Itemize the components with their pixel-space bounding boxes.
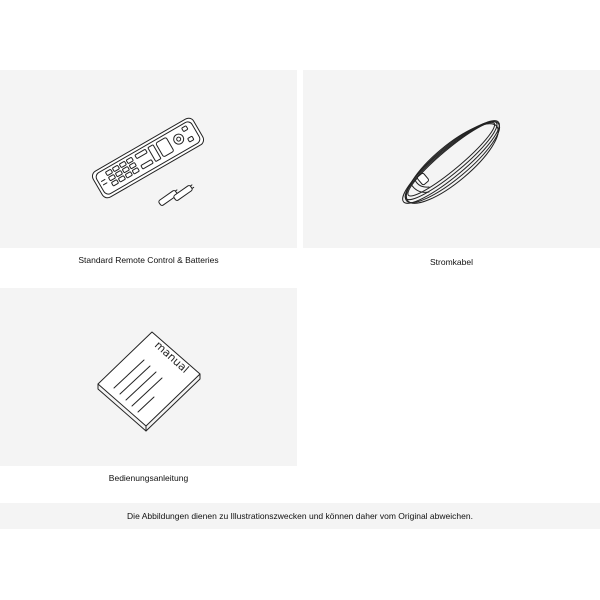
manual-caption: Bedienungsanleitung [108, 473, 189, 483]
disclaimer-text: Die Abbildungen dienen zu Illustrationszwecken und können daher vom Original abweichen. [0, 503, 600, 529]
power-cable-caption: Stromkabel [430, 257, 473, 267]
remote-control-caption: Standard Remote Control & Batteries [78, 255, 219, 265]
manual-booklet-icon [0, 288, 297, 466]
remote-control-card [0, 70, 297, 248]
remote-control-icon [0, 70, 297, 248]
manual-card [0, 288, 297, 466]
manual-graphic-text: manual [151, 338, 192, 376]
power-cable-card [303, 70, 600, 248]
power-cable-icon [303, 70, 600, 248]
